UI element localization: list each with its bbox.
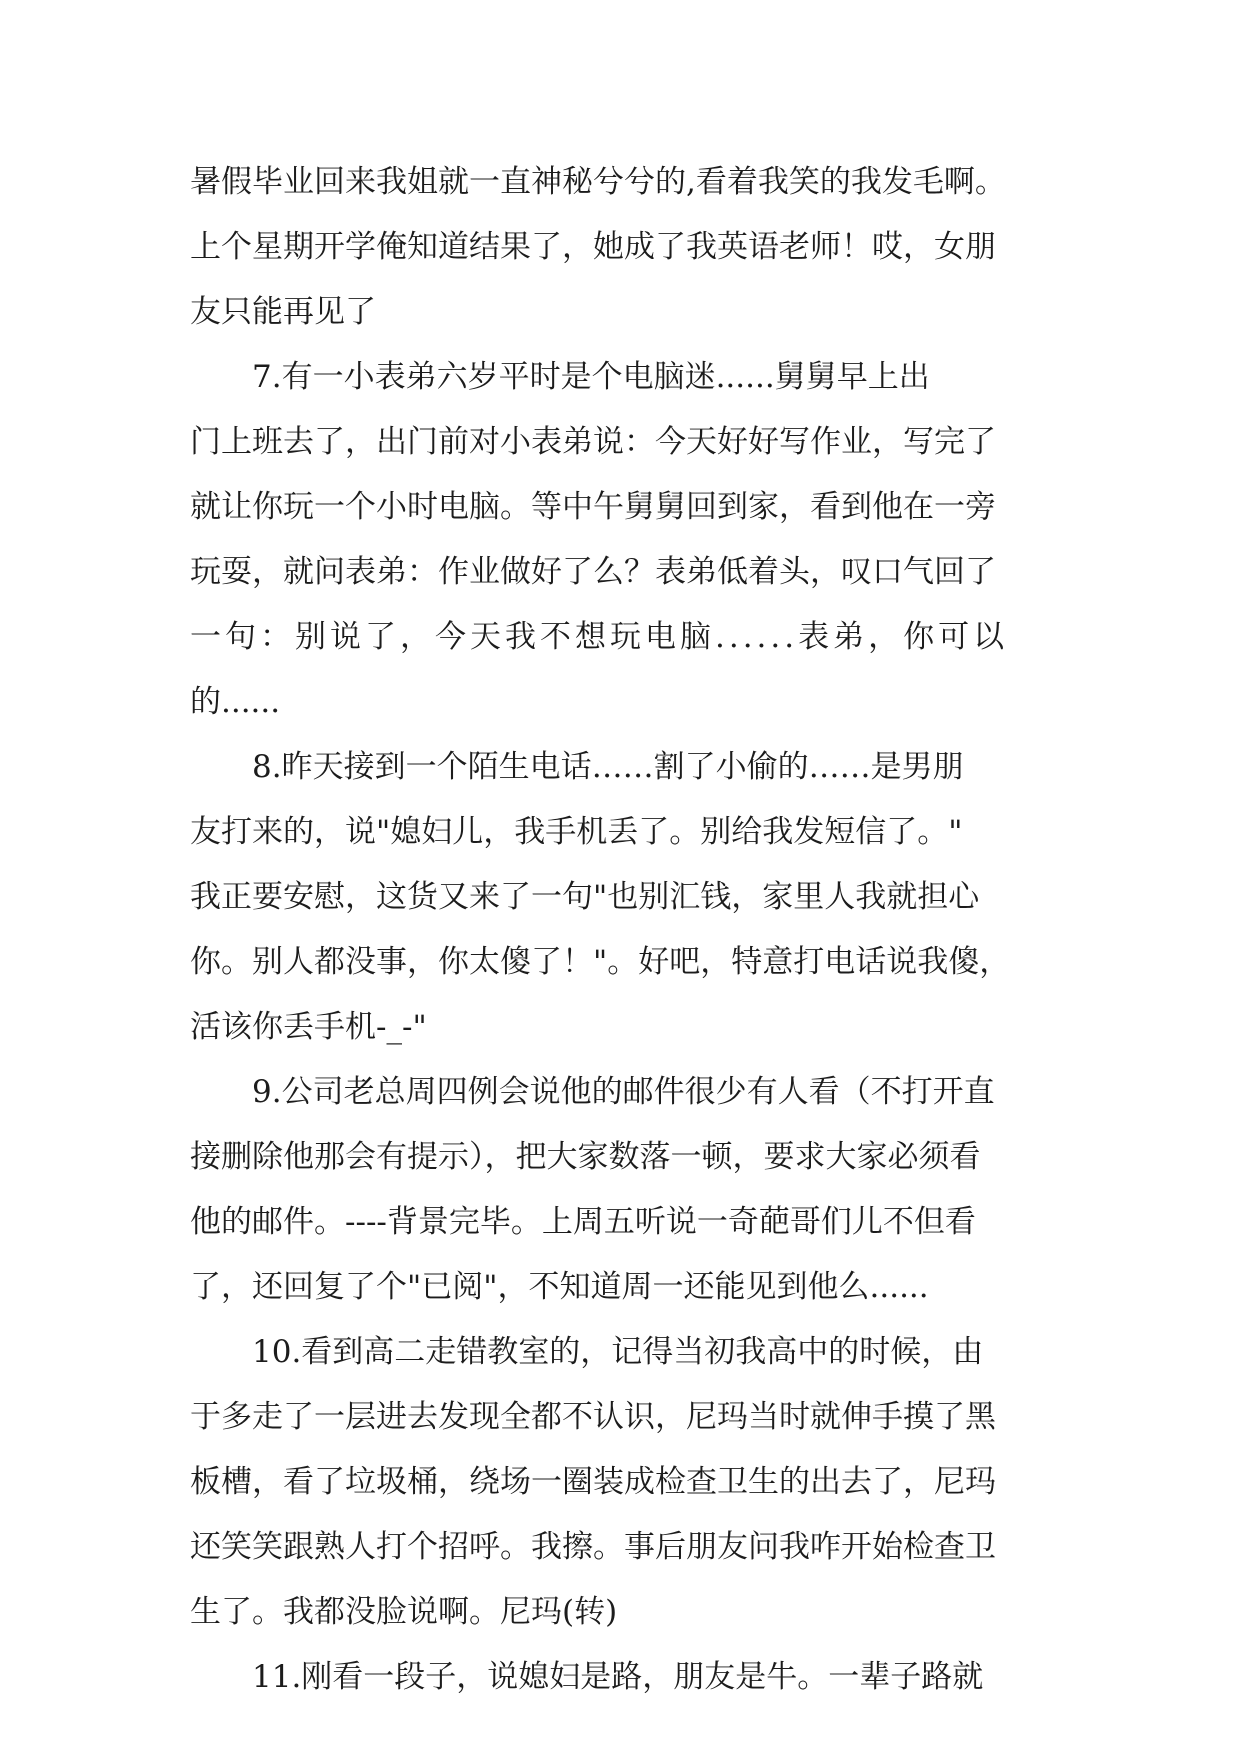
- text-line: 的......: [190, 684, 281, 720]
- text-line: 了，还回复了个"已阅"，不知道周一还能见到他么......: [190, 1269, 929, 1305]
- item-10-first-line: 10.看到高二走错教室的，记得当初我高中的时候，由: [252, 1334, 984, 1370]
- text-line: 上个星期开学俺知道结果了，她成了我英语老师！哎，女朋: [190, 229, 996, 265]
- text-line: 我正要安慰，这货又来了一句"也别汇钱，家里人我就担心: [190, 879, 980, 915]
- text-line: 玩耍，就问表弟：作业做好了么？表弟低着头，叹口气回了: [190, 554, 996, 590]
- text-line: 生了。我都没脸说啊。尼玛(转): [190, 1594, 618, 1630]
- text-line: 还笑笑跟熟人打个招呼。我擦。事后朋友问我咋开始检查卫: [190, 1529, 996, 1565]
- item-9-first-line: 9.公司老总周四例会说他的邮件很少有人看（不打开直: [252, 1074, 995, 1110]
- text-line: 暑假毕业回来我姐就一直神秘兮兮的,看着我笑的我发毛啊。: [190, 164, 1006, 200]
- text-line: 友只能再见了: [190, 294, 376, 330]
- body-text: [190, 150, 1090, 1710]
- text-line: 友打来的，说"媳妇儿，我手机丢了。别给我发短信了。": [190, 814, 963, 850]
- text-line: 你。别人都没事，你太傻了！"。好吧，特意打电话说我傻，: [190, 944, 1011, 980]
- text-line: 就让你玩一个小时电脑。等中午舅舅回到家，看到他在一旁: [190, 489, 996, 525]
- text-line: 活该你丢手机-_-": [190, 1009, 427, 1045]
- text-line: 门上班去了，出门前对小表弟说：今天好好写作业，写完了: [190, 424, 996, 460]
- text-line: 于多走了一层进去发现全都不认识，尼玛当时就伸手摸了黑: [190, 1399, 996, 1435]
- text-line: 他的邮件。----背景完毕。上周五听说一奇葩哥们儿不但看: [190, 1204, 976, 1240]
- text-line: 一句：别说了，今天我不想玩电脑......表弟，你可以: [190, 619, 1009, 655]
- text-line: 板槽，看了垃圾桶，绕场一圈装成检查卫生的出去了，尼玛: [190, 1464, 996, 1500]
- text-line: 接删除他那会有提示），把大家数落一顿，要求大家必须看: [190, 1139, 981, 1175]
- item-8-first-line: 8.昨天接到一个陌生电话……割了小偷的……是男朋: [252, 749, 964, 785]
- item-7-first-line: 7.有一小表弟六岁平时是个电脑迷......舅舅早上出: [252, 359, 930, 395]
- item-11-first-line: 11.刚看一段子，说媳妇是路，朋友是牛。一辈子路就: [252, 1659, 984, 1695]
